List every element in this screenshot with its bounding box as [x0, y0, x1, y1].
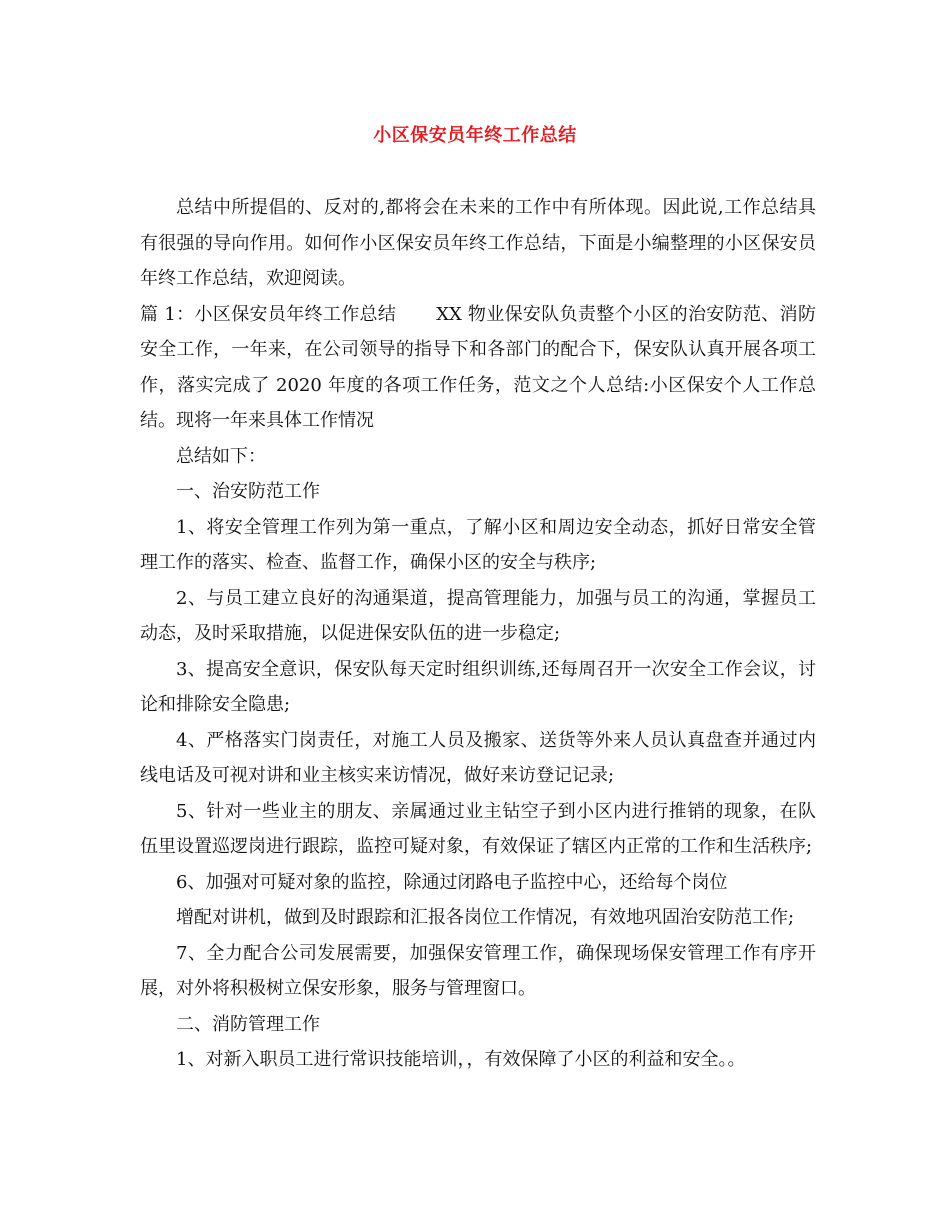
section-heading-security: 一、治安防范工作	[176, 481, 320, 502]
list-item: 1、将安全管理工作列为第一重点，了解小区和周边安全动态，抓好日常安全管理工作的落实、检查、监督工作，确保小区的安全与秩序;	[140, 516, 816, 573]
list-item-continuation: 增配对讲机，做到及时跟踪和汇报各岗位工作情况，有效地巩固治安防范工作;	[176, 907, 795, 928]
intro-paragraph: 总结中所提倡的、反对的,都将会在未来的工作中有所体现。因此说,工作总结具有很强的导向作用。如何作小区保安员年终工作总结，下面是小编整理的小区保安员年终工作总结，欢迎阅读。	[140, 197, 816, 289]
article-heading: 篇 1：小区保安员年终工作总结	[140, 303, 397, 325]
list-item: 2、与员工建立良好的沟通渠道，提高管理能力，加强与员工的沟通，掌握员工动态，及时采取措施，以促进保安队伍的进一步稳定;	[140, 587, 816, 644]
document-title: 小区保安员年终工作总结	[373, 125, 577, 146]
article-opening: XX 物业保安队负责整个小区的治安防范、消防安全工作，一年来，在公司领导的指导下和各部门的配合下，保安队认真开展各项工作，落实完成了 2020 年度的各项工作任务，范文之个人总结:小区保安个人工作总结。现将一年来具体工作情况	[140, 303, 816, 431]
list-item: 3、提高安全意识，保安队每天定时组织训练,还每周召开一次安全工作会议，讨论和排除安全隐患;	[140, 658, 816, 715]
document-body	[140, 190, 816, 1078]
article-paragraph	[140, 297, 816, 439]
section-heading-fire: 二、消防管理工作	[176, 1013, 320, 1035]
list-item: 5、针对一些业主的朋友、亲属通过业主钻空子到小区内进行推销的现象，在队伍里设置巡逻岗进行跟踪，监控可疑对象，有效保证了辖区内正常的工作和生活秩序;	[140, 800, 816, 857]
list-item: 1、对新入职员工进行常识技能培训，，有效保障了小区的利益和安全。。	[176, 1049, 746, 1070]
list-item: 6、加强对可疑对象的监控，除通过闭路电子监控中心，还给每个岗位	[176, 871, 728, 893]
summary-lead: 总结如下：	[176, 445, 266, 467]
list-item: 7、全力配合公司发展需要，加强保安管理工作，确保现场保安管理工作有序开展，对外将积极树立保安形象，服务与管理窗口。	[140, 942, 816, 999]
list-item: 4、严格落实门岗责任，对施工人员及搬家、送货等外来人员认真盘查并通过内线电话及可视对讲和业主核实来访情况，做好来访登记记录;	[140, 729, 816, 786]
